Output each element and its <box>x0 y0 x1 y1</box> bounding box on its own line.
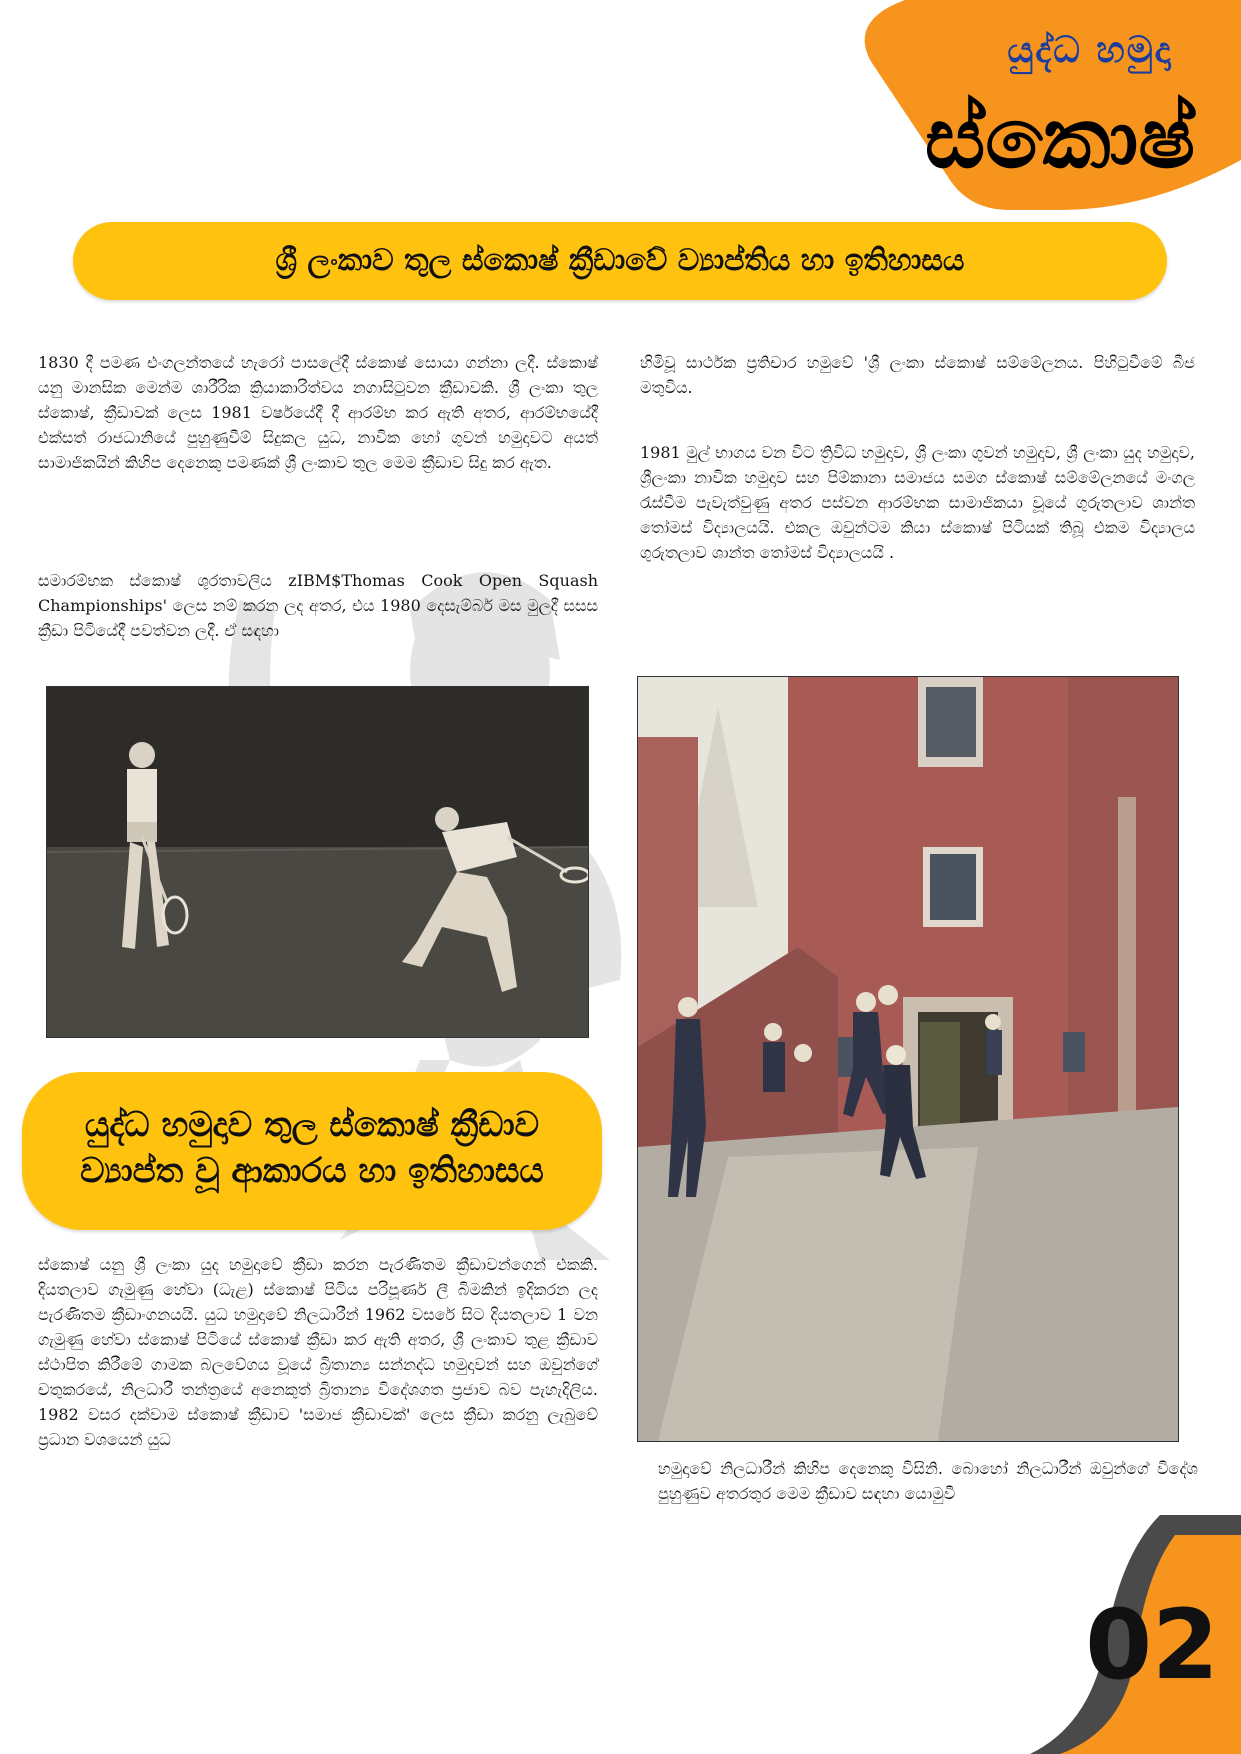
header-kicker: යුද්ධ හමුදා <box>1007 30 1173 71</box>
section2-heading-line-1: යුද්ධ හමුදාව තුල ස්කොෂ් ක්‍රීඩාව <box>84 1105 540 1145</box>
section1-heading: ශ්‍රී ලංකාව තුල ස්කොෂ් ක්‍රීඩාවේ ව්‍යාප්තිය හා ඉතිහාසය <box>275 243 965 278</box>
section1-left-paragraph-1: 1830 දී පමණ එංගලන්තයේ හැරෝ පාසලේදී ස්කොෂ් සොයා ගන්නා ලදී. ස්කොෂ් යනු මානසික මෙන්ම ශාරීරික ක්‍රියාකාරිත්වය නගාසිටුවන ක්‍රීඩාවකි. ශ්‍රී ලංකා තුල ස්කොෂ්, ක්‍රීඩාවක් ලෙස 1981 වර්ෂයේදී දී ආරම්භ කර ඇති අතර, ආරම්භයේදී එක්සත් රාජධානියේ පුහුණුවීම් සිදුකල යුධ, නාවික හෝ ගුවන් හමුදාවට අයත් සාමාජිකයින් කිහිප දෙනෙකු පමණක් ශ්‍රී ලංකාව තුල මෙම ක්‍රීඩාව සිදු කර ඇත. <box>38 353 598 472</box>
section1-right-paragraph-2: 1981 මුල් භාගය වන විට ත්‍රිවිධ හමුදාව, ශ්‍රී ලංකා ගුවන් හමුදාව, ශ්‍රී ලංකා යුද හමුදාව, ශ්‍රීලංකා නාවික හමුදාව සහ පිම්කානා සමාජය සමග ස්කොෂ් සම්මේලනයේ මංගල රැස්වීම පැවැත්වුණු අතර පස්වන ආරම්භක සාමාජිකයා වූයේ ගුරුතලාව ශාන්ත තෝමස් විද්‍යාලයයි. එකල ඔවුන්ටම කියා ස්කොෂ් පිටියක් තිබූ එකම විද්‍යාලය ගුරුතලාව ශාන්ත තෝමස් විද්‍යාලයයි . <box>640 443 1195 562</box>
courtyard-painting-photo <box>637 676 1179 1442</box>
section2-body: ස්කොෂ් යනු ශ්‍රී ලංකා යුද හමුදාවේ ක්‍රීඩා කරන පැරණිතම ක්‍රීඩාවන්ගෙන් එකකි. දියතලාව ගැමුණු හේවා (ධැළ) ස්කොෂ් පිටිය පරිපූර්ණ ලී බිමකින් ඉදිකරන ලද පැරණිතම ක්‍රීඩාංගනයයි. යුධ හමුදාවේ නිලධාරීන් 1962 වසරේ සිට දියතලාව 1 වන ගැමුණු හේවා ස්කොෂ් පිටියේ ස්කොෂ් ක්‍රීඩා කර ඇති අතර, ශ්‍රී ලංකාව තුළ ක්‍රීඩාව ස්ථාපිත කිරීමේ ගාමක බලවේගය වූයේ බ්‍රිතාන්‍ය සන්නද්ධ හමුදාවන් සහ ඔවුන්ගේ චතුකරයේ, නිලධාරී තන්ත්‍රයේ අනෙකුත් බ්‍රිතාන්‍ය විදේශගත ප්‍රජාව බව පැහැදිලිය. 1982 වසර දක්වාම ස්කොෂ් ක්‍රීඩාව 'සමාජ ක්‍රීඩාවක්' ලෙස ක්‍රීඩා කරනු ලැබුවේ ප්‍රධාන වශයෙන් යුධ <box>38 1255 598 1449</box>
section1-heading-banner <box>73 222 1167 300</box>
header-title: ස්කොෂ් <box>924 89 1196 187</box>
page-number: 02 <box>1085 1589 1219 1701</box>
section1-right-paragraph-1: හිමිවූ සාර්ථක ප්‍රතිචාර හමුවේ 'ශ්‍රී ලංකා ස්කොෂ් සම්මේලනය. පිහිටුවීමේ බීජ මතුවිය. <box>640 353 1195 397</box>
section2-heading-banner <box>22 1072 602 1230</box>
photo-caption: හමුදාවේ නිලධාරීන් කිහිප දෙනෙකු විසිනි. බොහෝ නිලධාරීන් ඔවුන්ගේ විදේශ පුහුණුව අතරතුර මෙම ක්‍රීඩාව සඳහා යොමුවී <box>658 1459 1198 1503</box>
section1-left-paragraph-2: සමාරම්භක ස්කොෂ් ශුරතාවලිය zIBM$Thomas Cook Open Squash Championships' ලෙස නම් කරන ලද අතර, එය 1980 දෙසැම්බර් මස මුලදී සසස ක්‍රීඩා පිටියේදී පවත්වන ලදී. ඒ සඳහා <box>38 571 598 640</box>
vintage-squash-court-photo <box>46 686 589 1038</box>
section2-heading-line-2: ව්‍යාප්ත වූ ආකාරය හා ඉතිහාසය <box>80 1151 544 1191</box>
